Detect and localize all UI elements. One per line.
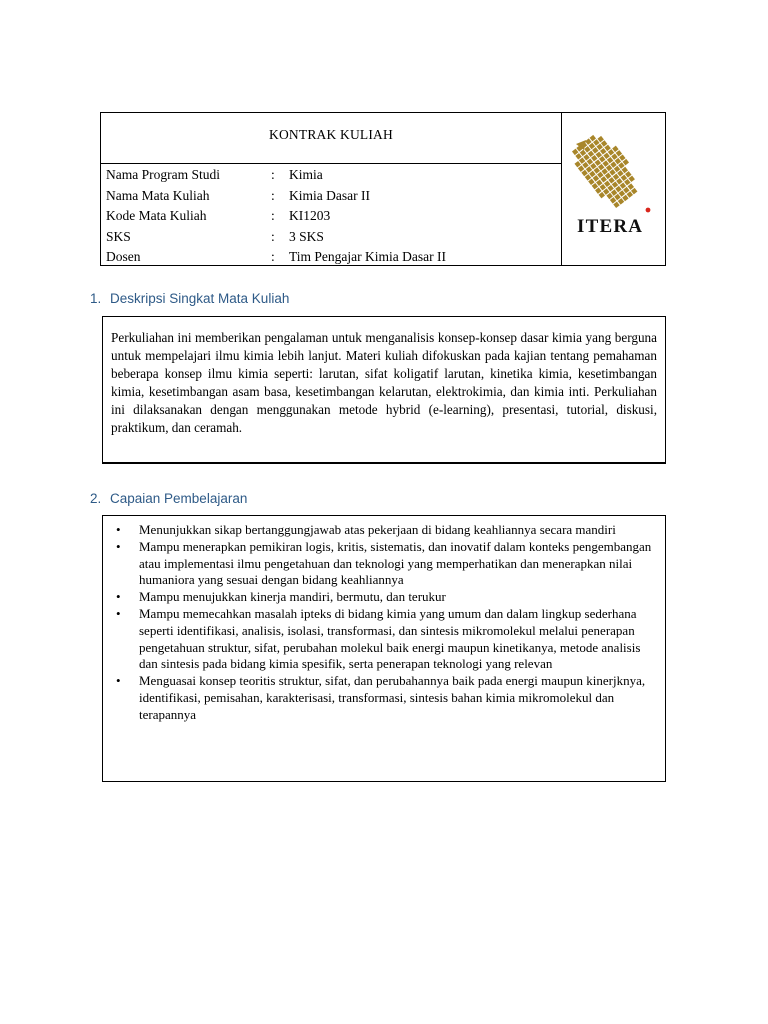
- logo-tile: [599, 192, 605, 198]
- logo-tile: [612, 146, 618, 152]
- logo-tile: [590, 135, 596, 141]
- list-item-text: Menunjukkan sikap bertanggungjawab atas pekerjaan di bidang keahliannya secara mandiri: [139, 522, 616, 537]
- bullet-icon: •: [116, 522, 121, 537]
- logo-tile: [588, 151, 594, 157]
- logo-tile: [607, 185, 613, 191]
- logo-tile: [615, 186, 621, 192]
- info-row-program-studi: [101, 165, 561, 186]
- logo-tile: [597, 136, 603, 142]
- logo-tile: [625, 171, 631, 177]
- logo-tile: [623, 187, 629, 193]
- info-value: Kimia: [289, 167, 323, 182]
- logo-tile: [582, 162, 588, 168]
- logo-tile: [621, 175, 627, 181]
- info-label: Nama Program Studi: [106, 167, 220, 182]
- logo-tile: [603, 188, 609, 194]
- logo-tile: [600, 184, 606, 190]
- logo-tile: [581, 170, 587, 176]
- logo-tile: [589, 143, 595, 149]
- logo-tile: [618, 198, 624, 204]
- section-heading-capaian: [90, 491, 247, 506]
- info-value: 3 SKS: [289, 228, 324, 244]
- logo-tile: [619, 190, 625, 196]
- logo-tile: [603, 153, 609, 159]
- logo-tile: [611, 153, 617, 159]
- list-item-text: Mampu menujukkan kinerja mandiri, bermutu, dan terukur: [139, 589, 446, 605]
- itera-logo-icon: [562, 113, 665, 213]
- logo-tile: [600, 148, 606, 154]
- info-colon: :: [271, 249, 275, 265]
- logo-tile: [602, 160, 608, 166]
- info-row-sks: [101, 227, 561, 248]
- logo-tile: [614, 166, 620, 172]
- info-row-dosen: [101, 247, 561, 268]
- logo-tile: [612, 181, 618, 187]
- list-item: [113, 522, 655, 539]
- info-value: KI1203: [289, 208, 331, 224]
- bullet-icon: •: [116, 673, 121, 689]
- section-number: 2.: [90, 491, 102, 506]
- logo-tile: [615, 158, 621, 164]
- logo-tile: [622, 167, 628, 173]
- logo-tile: [587, 158, 593, 164]
- course-info-panel: [101, 113, 562, 265]
- logo-tile: [613, 202, 619, 208]
- section-title: Capaian Pembelajaran: [110, 491, 248, 506]
- logo-tile: [617, 170, 623, 176]
- learning-outcomes-list: [113, 522, 655, 724]
- logo-tile: [616, 150, 622, 156]
- info-label: Dosen: [106, 249, 141, 265]
- logo-tile: [600, 176, 606, 182]
- logo-accent-dot: [646, 208, 651, 213]
- info-colon: :: [271, 187, 275, 203]
- logo-tile: [627, 191, 633, 197]
- logo-tile: [592, 147, 598, 153]
- section-title: Deskripsi Singkat Mata Kuliah: [110, 291, 290, 306]
- logo-tile: [572, 149, 578, 155]
- logo-tile: [593, 175, 599, 181]
- description-text: Perkuliahan ini memberikan pengalaman untuk menganalisis konsep-konsep dasar kimia yang berguna untuk mempelajari ilmu kimia lebih lanjut. Materi kuliah difokuskan pada kajian tentang pemahaman beberapa konsep ilmu kimia seperti: larutan, sifat koligatif larutan, kinetika kimia, kesetimbangan kimia, kesetimbangan asam basa, kesetimbangan kelarutan, elektrokimia, dan kimia inti. Perkuliahan ini dilaksanakan dengan menggunakan metode hybrid (e-learning), presentasi, tutorial, diskusi, praktikum, dan ceramah.: [111, 330, 657, 435]
- list-item-text: Mampu menerapkan pemikiran logis, kritis, sistematis, dan inovatif dalam konteks pengembangan atau implementasi ilmu pengetahuan dan teknologi yang memperhatikan dan menerapkan nilai humaniora yang sesuai dengan bidang keahliannya: [139, 538, 652, 588]
- logo-tile: [613, 174, 619, 180]
- logo-tile: [595, 187, 601, 193]
- info-value: Kimia Dasar II: [289, 187, 370, 203]
- logo-tile: [574, 161, 580, 167]
- bullet-icon: •: [116, 605, 121, 621]
- logo-tile: [620, 182, 626, 188]
- logo-tile: [607, 157, 613, 163]
- logo-tile: [608, 149, 614, 155]
- logo-text: ITERA: [577, 216, 644, 237]
- list-item: [113, 539, 655, 589]
- logo-tile: [596, 152, 602, 158]
- logo-tile: [624, 179, 630, 185]
- info-colon: :: [271, 228, 275, 244]
- logo-tile: [605, 173, 611, 179]
- logo-tile: [584, 146, 590, 152]
- logo-tile: [604, 145, 610, 151]
- course-info-rows: [101, 164, 561, 268]
- logo-tile: [616, 178, 622, 184]
- logo-tile: [610, 197, 616, 203]
- description-box: [102, 316, 666, 464]
- logo-tile: [580, 150, 586, 156]
- logo-tile: [601, 140, 607, 146]
- info-value: Tim Pengajar Kimia Dasar II: [289, 249, 446, 265]
- logo-tile: [618, 162, 624, 168]
- logo-tile: [585, 174, 591, 180]
- list-item: [113, 589, 655, 606]
- info-row-mata-kuliah: [101, 186, 561, 207]
- logo-tile: [608, 177, 614, 183]
- bullet-icon: •: [116, 538, 121, 554]
- logo-tile: [606, 193, 612, 199]
- logo-tile: [591, 155, 597, 161]
- logo-tile: [610, 161, 616, 167]
- learning-outcomes-box: [102, 515, 666, 782]
- logo-tile: [614, 194, 620, 200]
- list-item-text: Mampu memecahkan masalah ipteks di bidang kimia yang umum dan dalam lingkup sederhana seperti identifikasi, analisis, isolasi, transformasi, dan sintesis mikromolekul melalui penerapan pengetahuan struktur, sifat, perubahan molekul baik energi maupun kinetikanya, metode analisis dan sintesis pada bidang kimia spesifik, serta penerapan teknologi yang relevan: [139, 605, 641, 672]
- logo-tile: [579, 157, 585, 163]
- itera-logo: [562, 113, 665, 265]
- info-colon: :: [271, 208, 275, 224]
- list-item: [113, 673, 655, 723]
- logo-tile: [598, 164, 604, 170]
- logo-tile: [596, 144, 602, 150]
- logo-tile: [578, 165, 584, 171]
- logo-tile: [631, 188, 637, 194]
- document-title: KONTRAK KULIAH: [101, 113, 561, 164]
- course-header-table: [100, 112, 666, 266]
- logo-tile: [592, 183, 598, 189]
- logo-tile: [594, 167, 600, 173]
- logo-tile: [606, 165, 612, 171]
- logo-tile: [595, 159, 601, 165]
- logo-tile: [599, 156, 605, 162]
- logo-tile: [628, 183, 634, 189]
- logo-tile: [604, 181, 610, 187]
- info-label: Kode Mata Kuliah: [106, 208, 207, 224]
- info-label: Nama Mata Kuliah: [106, 187, 210, 203]
- logo-tile: [588, 179, 594, 185]
- logo-tile: [590, 163, 596, 169]
- logo-tile: [583, 154, 589, 160]
- info-label: SKS: [106, 228, 131, 244]
- list-item: [113, 606, 655, 673]
- logo-tile: [585, 138, 591, 144]
- logo-tile: [586, 166, 592, 172]
- logo-tile: [622, 195, 628, 201]
- section-heading-deskripsi: [90, 291, 289, 306]
- logo-tile: [609, 169, 615, 175]
- logo-tile: [611, 189, 617, 195]
- logo-tile: [575, 153, 581, 159]
- logo-tile: [619, 154, 625, 160]
- logo-tile: [596, 180, 602, 186]
- logo-tile: [589, 171, 595, 177]
- list-item-text: Menguasai konsep teoritis struktur, sifat, dan perubahannya baik pada energi maupun kinerjknya, identifikasi, pemisahan, karakterisasi, transformasi, sintesis bahan kimia mikromolekul dan terapannya: [139, 673, 646, 722]
- logo-tile: [597, 172, 603, 178]
- logo-tile: [601, 168, 607, 174]
- section-number: 1.: [90, 291, 102, 306]
- logo-tile: [593, 139, 599, 145]
- logo-tile: [623, 159, 629, 165]
- logo-tile: [628, 176, 634, 182]
- bullet-icon: •: [116, 589, 121, 605]
- info-colon: :: [271, 167, 275, 182]
- info-row-kode: [101, 206, 561, 227]
